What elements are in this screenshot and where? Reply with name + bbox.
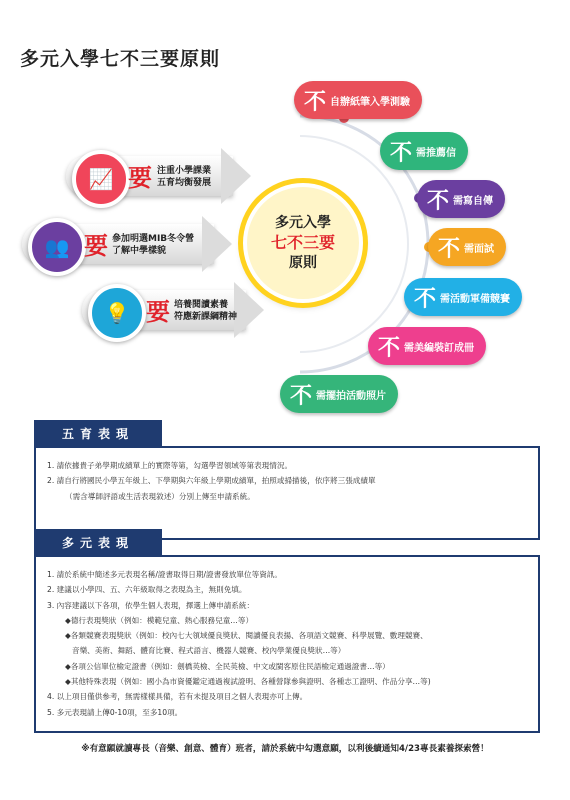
footnote: ※有意願就讀專長（音樂、創意、體育）班者，請於系統中勾選意願，以利後續通知4/23專長素養探索營！ <box>81 744 489 754</box>
infographic <box>0 76 570 416</box>
yao-arrow-1: 📈 要 注重小學課業 五育均衡發展 <box>66 148 251 198</box>
section-box: 1. 請於系統中簡述多元表現名稱/證書取得日期/證書發放單位等資訊。 2. 建議以小學四、五、六年級取得之表現為主，無則免填。 3. 內容建議以下各項，依學生個人表現，擇選上傳申請系統： ◆德行表現獎狀（例如：模範兒童、熱心服務兒童…等） ◆各類競賽表現獎狀（例如：校內七大領域優良獎狀、閱讀優良表揚、各項語文競賽、科學展覽、數理競賽、 音樂、美術、舞蹈、體育比賽、程式語言、機器人競賽、校內學業優良獎狀…等） ◆各項公信單位檢定證書（例如：劍橋英檢、全民英檢、中文或閩客原住民語檢定通過證書…等） ◆其他特殊表現（例如：國小為市資優鑑定通過複試證明、各種營隊參與證明、各種志工證明、作品分享…等) 4. 以上項目僅供參考，無需樣樣具備，若有未提及項目之個人表現亦可上傳。 5. 多元表現請上傳0-10項，至多10項。 <box>34 555 540 733</box>
yao-arrow-2: 👥 要 參加明選MIB冬令營 了解中學樣貌 <box>22 216 232 266</box>
bu-item-7: 不 需擺拍活動照片 <box>280 375 398 413</box>
section-heading: 多元表現 <box>34 529 162 555</box>
center-circle: 多元入學 七不三要 原則 <box>243 183 363 303</box>
lightbulb-icon: 💡 <box>88 284 146 342</box>
yao-arrow-3: 💡 要 培養閱讀素養 符應新課綱精神 <box>82 282 264 332</box>
people-icon: 👥 <box>28 218 86 276</box>
bu-item-2: 不 需推薦信 <box>380 132 468 170</box>
section-heading: 五育表現 <box>34 420 162 446</box>
bu-item-3: 不 需寫自傳 <box>417 180 505 218</box>
bu-item-6: 不 需美編裝訂成冊 <box>368 327 486 365</box>
bu-item-5: 不 需活動軍備競賽 <box>404 278 522 316</box>
section-box: 1. 請依據貴子弟學期成績單上的實際等第，勾選學習領域等第表現情況。 2. 請自行將國民小學五年級上、下學期與六年級上學期成績單，拍照或掃描後，依序將三張成績單 （需含導師評語或生活表現敘述）分別上傳至申請系統。 <box>34 446 540 540</box>
bu-item-1: 不 自辦紙筆入學測驗 <box>294 81 422 119</box>
chart-icon: 📈 <box>72 150 130 208</box>
bu-item-4: 不 需面試 <box>428 228 506 266</box>
page-title: 多元入學七不三要原則 <box>20 48 221 70</box>
